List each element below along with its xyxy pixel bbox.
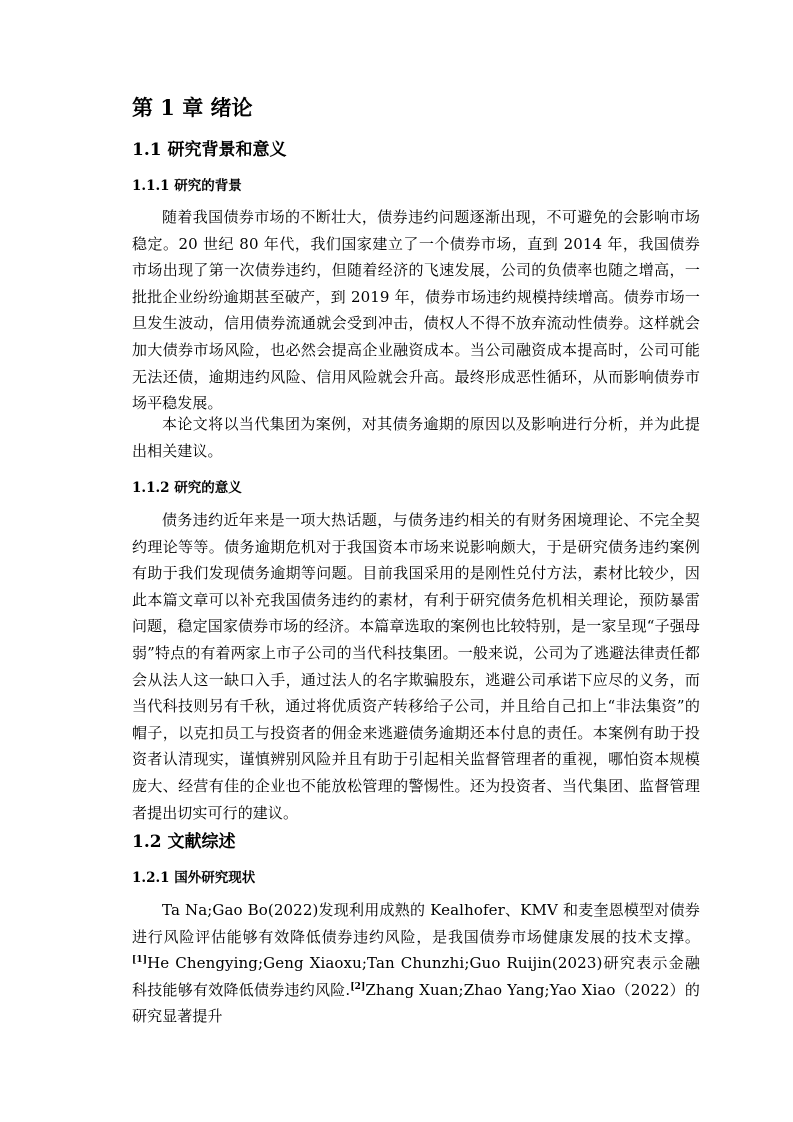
subsection-heading-1-1-2: 1.1.2 研究的意义 xyxy=(132,480,242,496)
subsection-heading-1-1-1: 1.1.1 研究的背景 xyxy=(132,178,242,194)
foreign-research-text-2: He Chengying;Geng Xiaoxu;Tan Chunzhi;Guo Ruijin(2023)研究表示金融科技能够有效降低债券违约风险. xyxy=(132,954,700,999)
paragraph-foreign-research xyxy=(132,897,700,1030)
foreign-research-text-3: Zhang Xuan;Zhao Yang;Yao Xiao（2022）的研究显著提升 xyxy=(132,980,700,1026)
foreign-research-text-1: Ta Na;Gao Bo(2022)发现利用成熟的 Kealhofer、KMV 和麦奎恩模型对债券进行风险评估能够有效降低债券违约风险，是我国债券市场健康发展的技术支撑。 xyxy=(132,901,700,946)
paragraph-significance: 债务违约近年来是一项大热话题，与债务违约相关的有财务困境理论、不完全契约理论等等。债务逾期危机对于我国资本市场来说影响颇大，于是研究债务违约案例有助于我们发现债务逾期等问题。目前我国采用的是刚性兑付方法，素材比较少，因此本篇文章可以补充我国债务违约的素材，有利于研究债务危机相关理论，预防暴雷问题，稳定国家债券市场的经济。本篇章选取的案例也比较特别，是一家呈现“子强母弱”特点的有着两家上市子公司的当代科技集团。一般来说，公司为了逃避法律责任都会从法人这一缺口入手，通过法人的名字欺骗股东，逃避公司承诺下应尽的义务，而当代科技则另有千秋，通过将优质资产转移给子公司，并且给自己扣上“非法集资”的帽子，以克扣员工与投资者的佣金来逃避债务逾期还本付息的责任。本案例有助于投资者认清现实，谨慎辨别风险并且有助于引起相关监督管理者的重视，哪怕资本规模庞大、经营有佳的企业也不能放松管理的警惕性。还为投资者、当代集团、监督管理者提出切实可行的建议。 xyxy=(132,511,700,822)
paragraph-case-intro: 本论文将以当代集团为案例，对其债务逾期的原因以及影响进行分析，并为此提出相关建议。 xyxy=(132,415,700,460)
citation-1: [1] xyxy=(132,955,148,966)
chapter-title: 第 1 章 绪论 xyxy=(132,95,253,120)
subsection-heading-1-2-1: 1.2.1 国外研究现状 xyxy=(132,870,256,886)
section-heading-1-2: 1.2 文献综述 xyxy=(132,832,236,852)
section-heading-1-1: 1.1 研究背景和意义 xyxy=(132,140,287,160)
paragraph-background: 随着我国债券市场的不断壮大，债券违约问题逐渐出现，不可避免的会影响市场稳定。20 世纪 80 年代，我们国家建立了一个债券市场，直到 2014 年，我国债券市场出现了第一次债券违约，但随着经济的飞速发展，公司的负债率也随之增高，一批批企业纷纷逾期甚至破产，到 2019 年，债券市场违约规模持续增高。债券市场一旦发生波动，信用债券流通就会受到冲击，债权人不得不放弃流动性债券。这样就会加大债券市场风险，也必然会提高企业融资成本。当公司融资成本提高时，公司可能无法还债，逾期违约风险、信用风险就会升高。最终形成恶性循环，从而影响债券市场平稳发展。 xyxy=(132,208,700,413)
citation-2: [2] xyxy=(350,981,366,992)
